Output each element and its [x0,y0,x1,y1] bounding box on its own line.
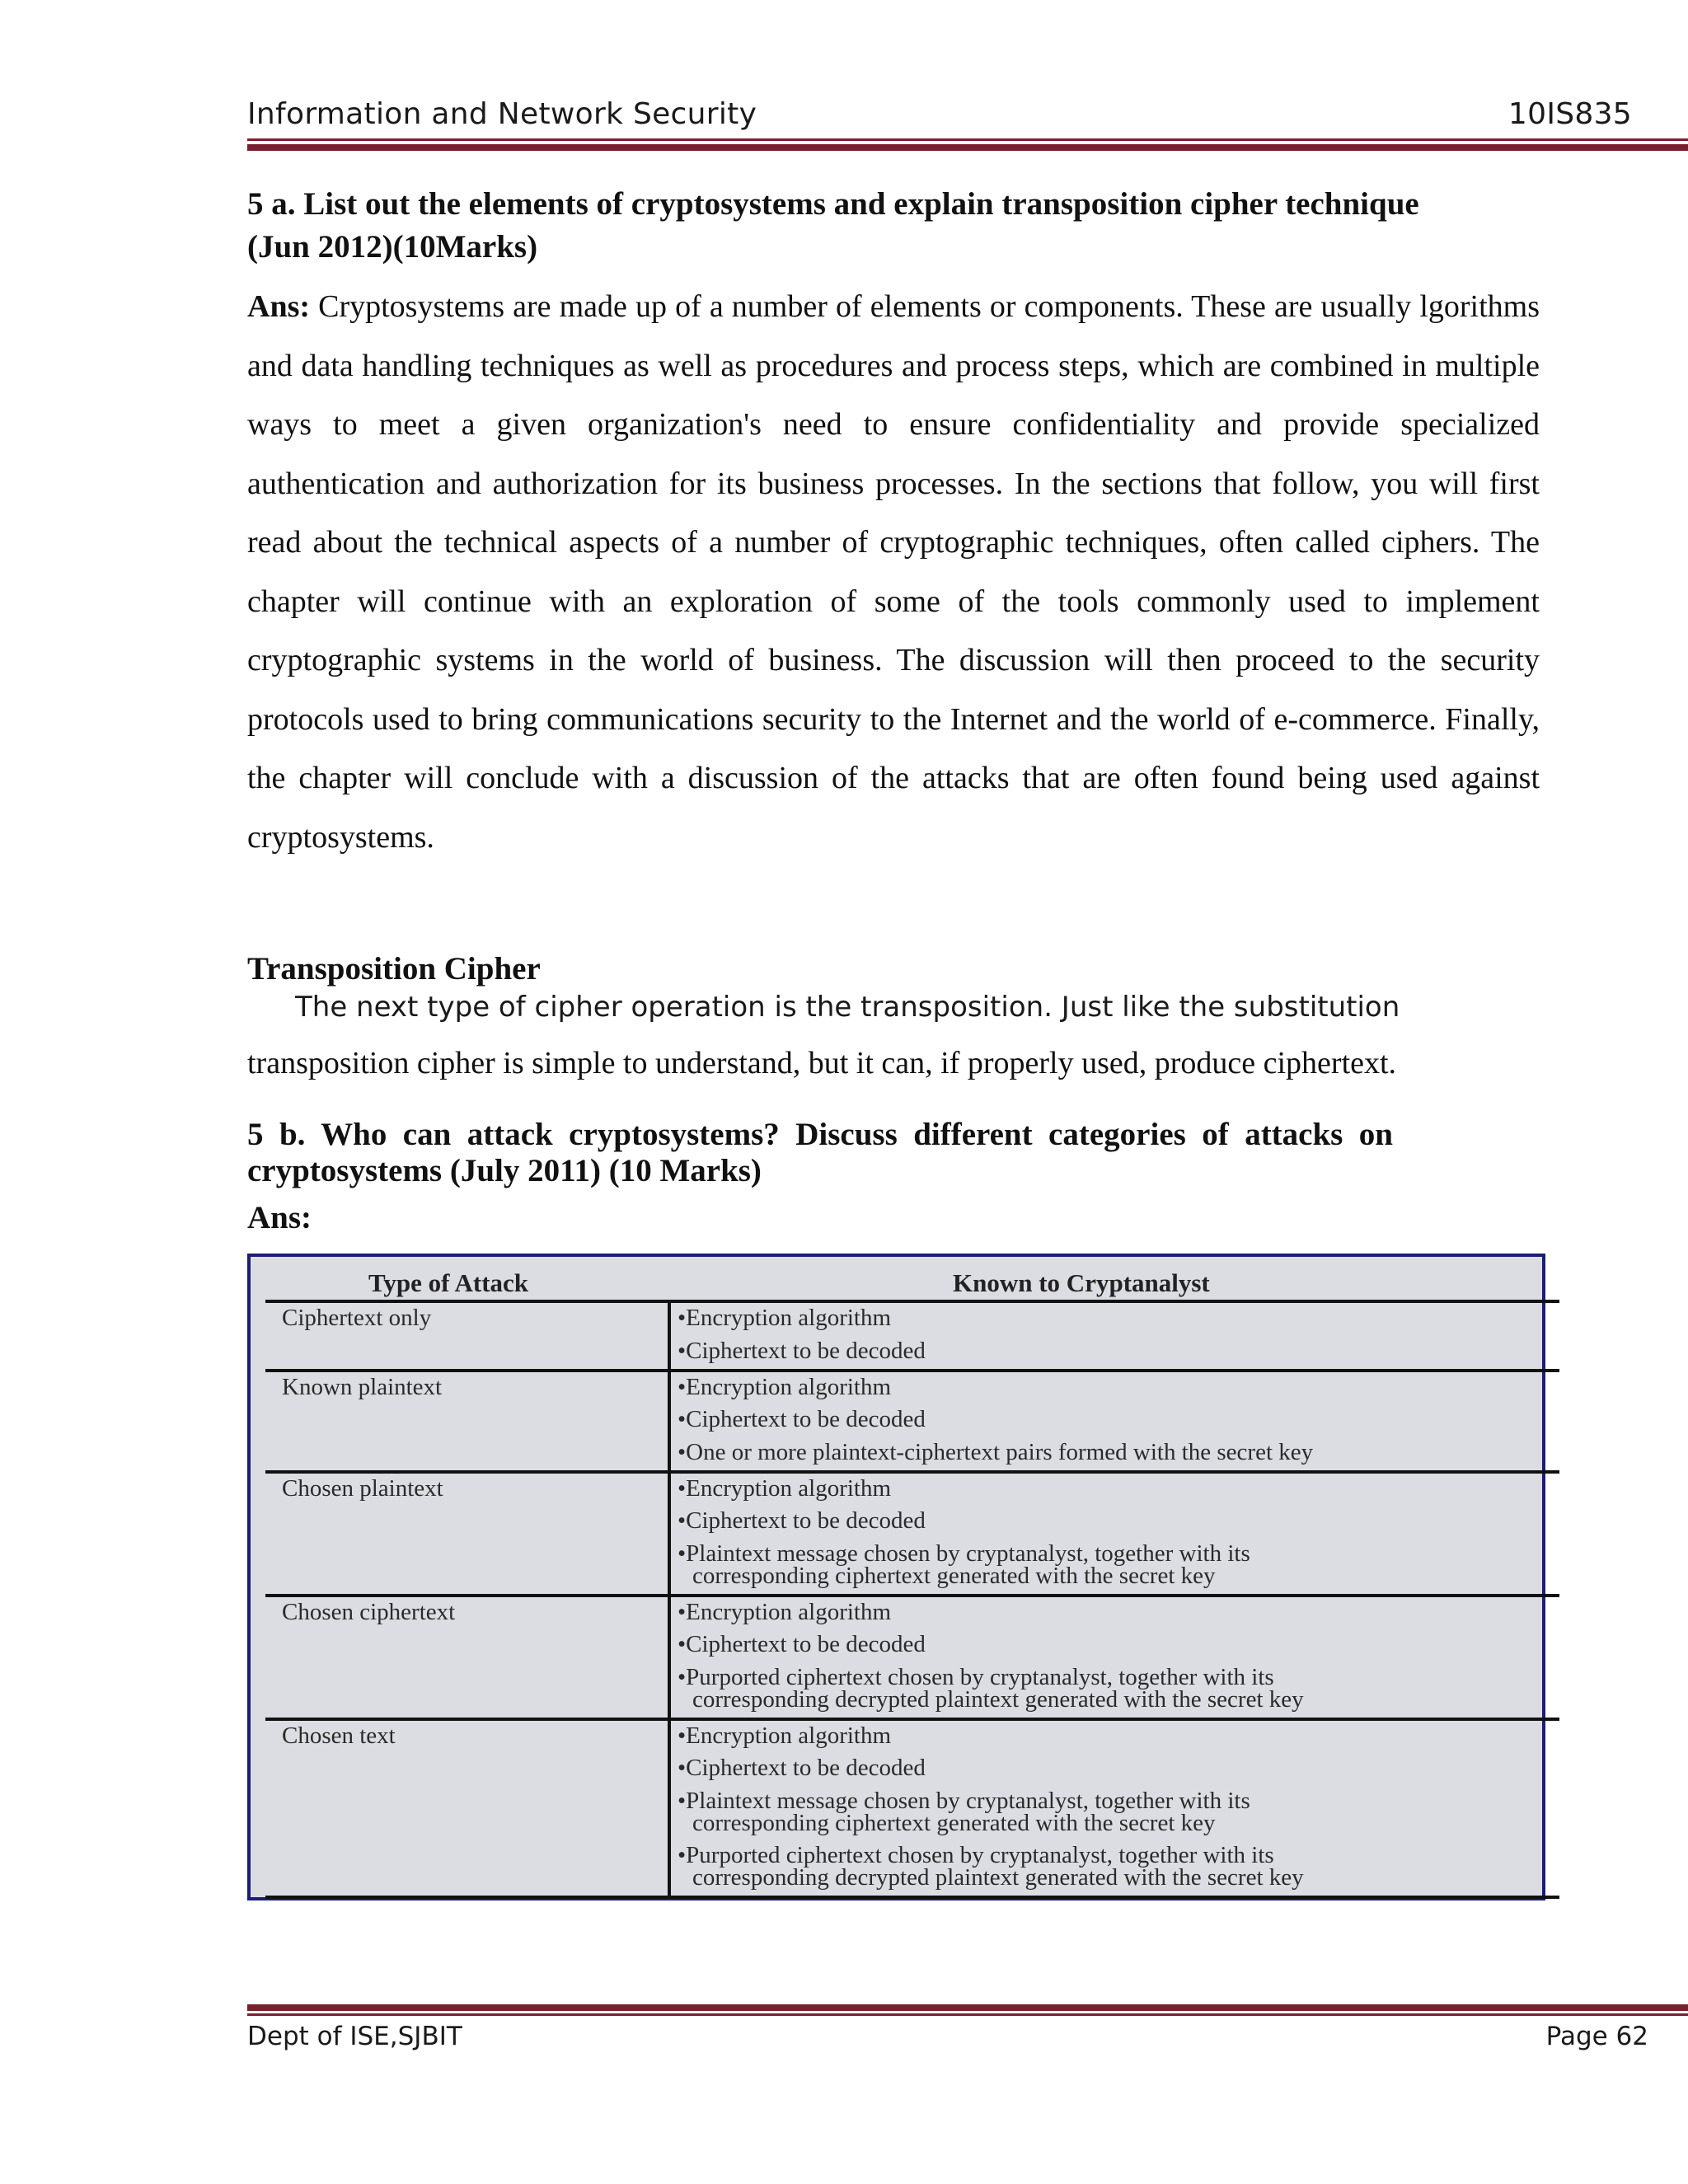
answer-5a-text: Cryptosystems are made up of a number of elements or components. These are usually lgorithms and data handling techniques as well as procedures and process steps, which are combined in multiple ways to meet a given organization's need to ensure confidentiality and provide specialized authentication and authorization for its business processes. In the sections that follow, you will first read about the technical aspects of a number of cryptographic techniques, often called ciphers. The chapter will continue with an exploration of some of the tools commonly used to implement cryptographic systems in the world of business. The discussion will then proceed to the security protocols used to bring communications security to the Internet and the world of e-commerce. Finally, the chapter will conclude with a discussion of the attacks that are often found being used against cryptosystems. [247,289,1540,855]
table-row [265,1718,1559,1900]
transposition-heading: Transposition Cipher [247,951,541,987]
header-rule-thick [247,144,1688,151]
footer-page-number: Page 62 [1545,2022,1648,2051]
answer-label: Ans: [247,289,311,324]
known-item: •Ciphertext to be decoded [678,1507,926,1534]
footer-rule-thin [247,2013,1688,2016]
known-item: •Encryption algorithm [678,1722,892,1749]
header-rule-thin [247,138,1688,141]
known-item: •Encryption algorithm [678,1373,892,1400]
footer-dept: Dept of ISE,SJBIT [247,2022,462,2051]
table-row [265,1594,1559,1721]
question-5b: 5 b. Who can attack cryptosystems? Discuss different categories of attacks on cryptosystems (July 2011) (10 Marks) [247,1117,1393,1188]
known-item: •Encryption algorithm [678,1598,892,1625]
header-course-code: 10IS835 [1507,97,1632,131]
known-item: •One or more plaintext-ciphertext pairs formed with the secret key [678,1438,1314,1465]
known-item: •Ciphertext to be decoded [678,1755,926,1781]
transposition-line1: The next type of cipher operation is the transposition. Just like the substitution [295,991,1400,1024]
known-item: •Plaintext message chosen by cryptanalyst, together with its [678,1787,1250,1814]
col-header-attack-type: Type of Attack [368,1268,529,1297]
col-header-known: Known to Cryptanalyst [953,1268,1210,1297]
known-item: •Encryption algorithm [678,1305,892,1331]
answer-5b-label: Ans: [247,1200,312,1235]
attack-type-cell: Ciphertext only [282,1305,432,1331]
question-5a-line2: (Jun 2012)(10Marks) [247,229,538,265]
footer-rule-thick [247,2004,1688,2011]
table-bottom-border [265,1896,1559,1899]
known-item: corresponding ciphertext generated with the secret key [692,1562,1216,1589]
known-item: •Ciphertext to be decoded [678,1337,926,1364]
question-5a-line1: 5 a. List out the elements of cryptosystems and explain transposition cipher technique [247,186,1419,222]
attack-type-cell: Known plaintext [282,1373,443,1400]
known-item: •Ciphertext to be decoded [678,1406,926,1432]
attack-table [265,1300,1559,1899]
question-5a [247,183,1541,269]
known-item: corresponding ciphertext generated with the secret key [692,1809,1216,1836]
answer-5a-paragraph [247,278,1540,867]
table-row [265,1470,1559,1597]
known-item: •Ciphertext to be decoded [678,1631,926,1657]
known-item: •Purported ciphertext chosen by cryptanalyst, together with its [678,1842,1274,1868]
header-title: Information and Network Security [247,97,757,131]
attack-types-figure [247,1254,1545,1900]
attack-type-cell: Chosen plaintext [282,1474,443,1502]
table-row [265,1300,1559,1372]
known-item: corresponding decrypted plaintext generated with the secret key [692,1864,1304,1891]
table-row [265,1369,1559,1474]
known-item: •Plaintext message chosen by cryptanalyst, together with its [678,1540,1250,1567]
transposition-line2: transposition cipher is simple to understand, but it can, if properly used, produce ciphertext. [247,1046,1397,1080]
attack-type-cell: Chosen text [282,1722,396,1749]
known-item: corresponding decrypted plaintext generated with the secret key [692,1685,1304,1713]
known-item: •Encryption algorithm [678,1474,892,1502]
known-item: •Purported ciphertext chosen by cryptanalyst, together with its [678,1663,1274,1690]
attack-type-cell: Chosen ciphertext [282,1598,456,1625]
